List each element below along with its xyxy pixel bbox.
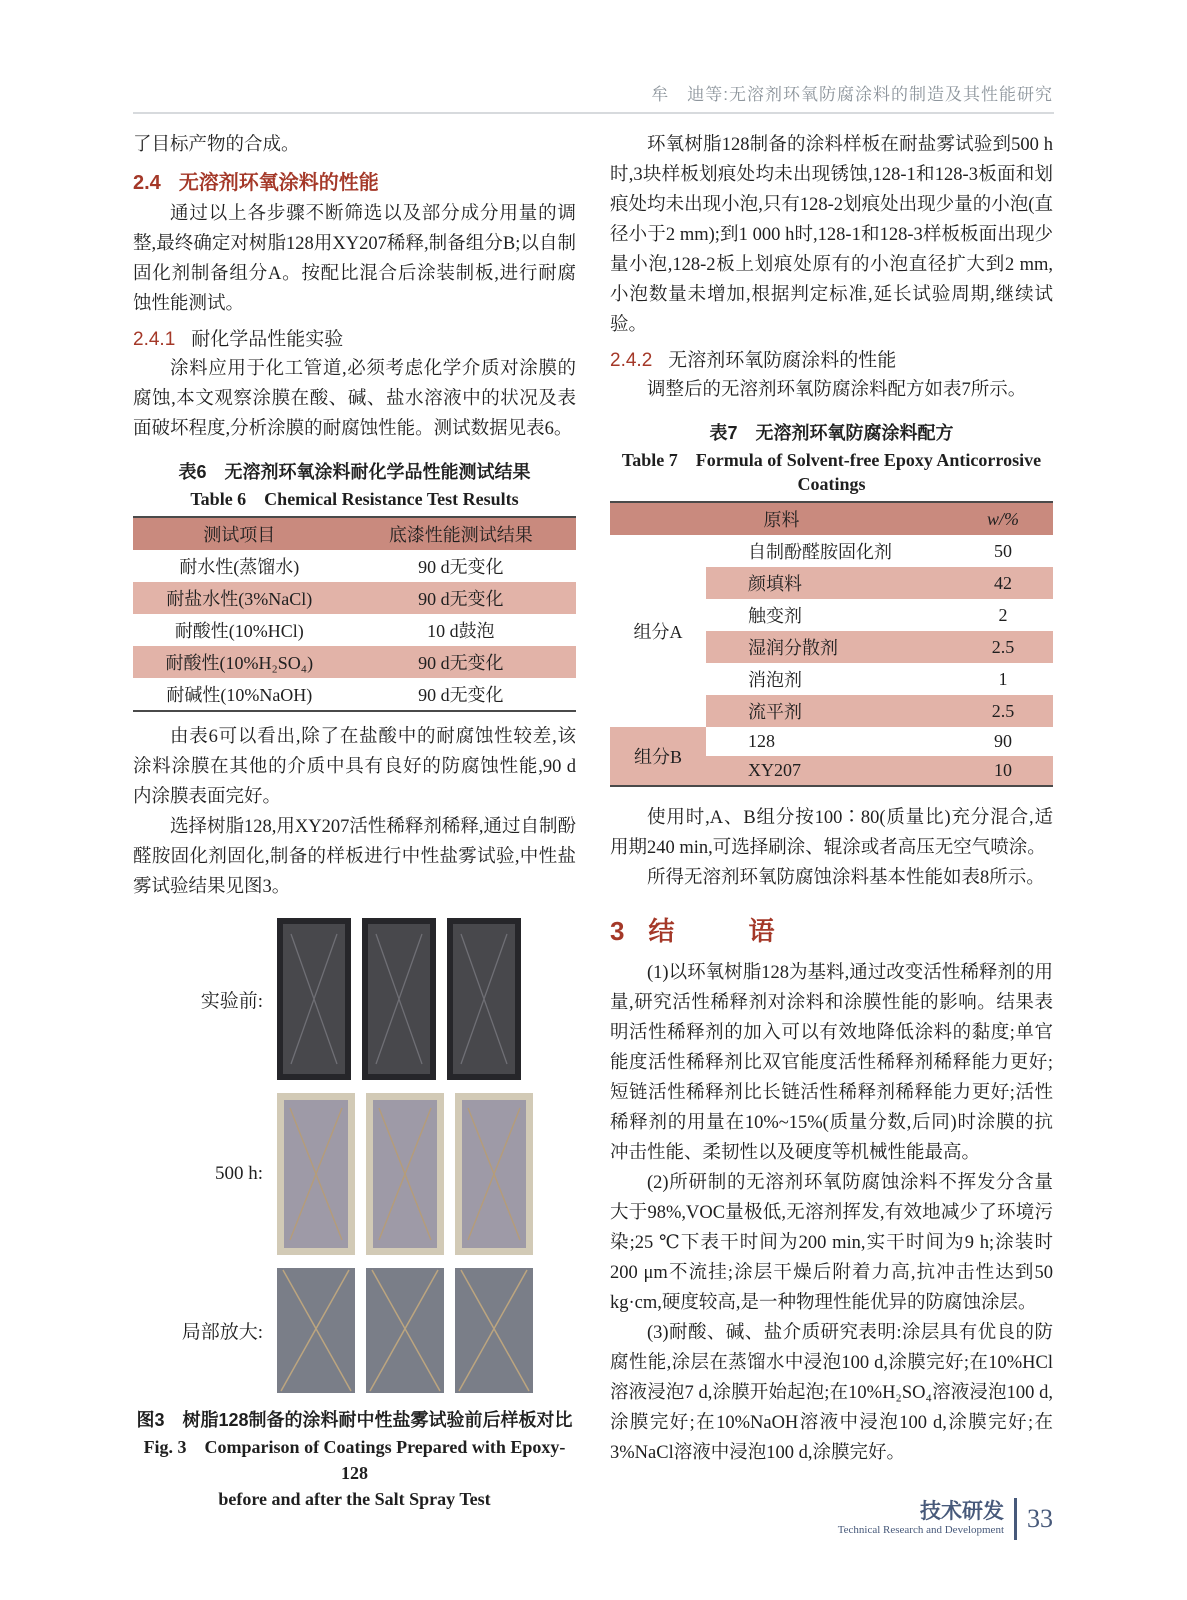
cell-material: 流平剂 <box>706 695 953 727</box>
cell-material: 自制酚醛胺固化剂 <box>748 542 892 562</box>
sample-panel-image <box>366 1268 444 1393</box>
table7-col-w: w/% <box>986 508 1019 529</box>
figure3-caption-en-line1: Fig. 3 Comparison of Coatings Prepared with Epoxy-128 <box>143 1437 566 1483</box>
sample-panel-image <box>455 1268 533 1393</box>
paragraph: (2)所研制的无溶剂环氧防腐蚀涂料不挥发分含量大于98%,VOC量极低,无溶剂挥发,有效地减少了环境污染;25 ℃下表干时间为200 min,实干时间为9 h;涂装时200 μm不流挂;涂层干燥后附着力高,抗冲击性达到50 kg·cm,硬度较高,是一种物理性能优异的防腐蚀涂层。 <box>610 1173 1053 1313</box>
cell-material: 颜填料 <box>706 567 953 599</box>
page-footer <box>838 1498 1053 1540</box>
table6-title-en: Table 6 Chemical Resistance Test Results <box>190 489 519 509</box>
footer-label-cn: 技术研发 <box>920 1500 1004 1523</box>
section-number: 2.4 <box>133 172 161 194</box>
paragraph: 通过以上各步骤不断筛选以及部分成分用量的调整,最终确定对树脂128用XY207稀释,制备组分B;以自制固化剂制备组分A。按配比混合后涂装制板,进行耐腐蚀性能测试。 <box>133 204 576 314</box>
paragraph: 所得无溶剂环氧防腐蚀涂料基本性能如表8所示。 <box>647 868 1045 888</box>
sample-panels-500h <box>277 1093 533 1255</box>
table-row <box>133 646 576 678</box>
section-title: 无溶剂环氧防腐涂料的性能 <box>668 350 897 371</box>
figure3-row-zoom <box>133 1268 576 1393</box>
table7 <box>610 501 1053 787</box>
cell-item: 耐盐水性(3%NaCl) <box>133 582 346 614</box>
sample-panel-image <box>447 918 521 1080</box>
table6-col-result: 底漆性能测试结果 <box>388 525 533 545</box>
table6 <box>133 516 576 712</box>
group-b-label: 组分B <box>610 727 706 786</box>
cell-w: 42 <box>953 567 1053 599</box>
figure3-caption-en-line2: before and after the Salt Spray Test <box>218 1489 491 1509</box>
paragraph: (3)耐酸、碱、盐介质研究表明:涂层具有优良的防腐性能,涂层在蒸馏水中浸泡100 d,涂膜完好;在10%HCl溶液浸泡7 d,涂膜开始起泡;在10%H₂SO₄溶液浸泡100 d,涂膜完好;在10%NaOH溶液中浸泡100 d,涂膜完好;在3%NaCl溶液中浸泡100 d,涂膜完好。 <box>610 1323 1053 1463</box>
table-row <box>133 550 576 582</box>
cell-w: 1 <box>998 668 1008 689</box>
figure3-row-before <box>133 918 576 1080</box>
sample-panels-before <box>277 918 521 1080</box>
figure3-label-500h: 500 h: <box>214 1163 263 1184</box>
cell-material: 触变剂 <box>748 606 802 626</box>
paragraph: 由表6可以看出,除了在盐酸中的耐腐蚀性较差,该涂料涂膜在其他的介质中具有良好的防腐蚀性能,90 d内涂膜表面完好。 <box>133 727 576 807</box>
cell-result: 10 d鼓泡 <box>427 621 495 641</box>
right-column <box>610 130 1053 1522</box>
cell-result: 90 d无变化 <box>418 685 504 705</box>
sample-panel-image <box>362 918 436 1080</box>
cell-material: XY207 <box>706 756 953 786</box>
table7-title-en <box>610 448 1053 496</box>
group-a-label: 组分A <box>633 622 683 642</box>
table-row <box>610 535 1053 567</box>
figure3 <box>133 918 576 1512</box>
sample-panel-image <box>277 1268 355 1393</box>
paragraph: 选择树脂128,用XY207活性稀释剂稀释,通过自制酚醛胺固化剂固化,制备的样板进行中性盐雾试验,中性盐雾试验结果见图3。 <box>133 817 576 897</box>
figure3-caption-en <box>133 1434 576 1512</box>
cell-item: 耐酸性(10%HCl) <box>174 621 304 641</box>
figure3-label-zoom: 局部放大: <box>181 1322 263 1343</box>
figure3-row-500h <box>133 1093 576 1255</box>
section-title: 无溶剂环氧涂料的性能 <box>178 172 379 194</box>
two-column-body <box>133 130 1054 1522</box>
section-title: 耐化学品性能实验 <box>191 329 344 350</box>
table6-header-row <box>133 517 576 550</box>
paragraph-continuation: 了目标产物的合成。 <box>133 135 300 155</box>
cell-w: 10 <box>953 756 1053 786</box>
cell-item: 耐水性(蒸馏水) <box>179 557 300 577</box>
left-column <box>133 130 576 1522</box>
section-heading-2-4 <box>133 166 576 195</box>
cell-w: 2.5 <box>953 631 1053 663</box>
header-divider <box>133 112 1054 114</box>
figure3-caption-cn: 图3 树脂128制备的涂料耐中性盐雾试验前后样板对比 <box>136 1410 573 1430</box>
cell-w: 2.5 <box>953 695 1053 727</box>
cell-material: 128 <box>748 731 775 751</box>
sample-panel-image <box>277 918 351 1080</box>
table7-header-row <box>610 502 1053 535</box>
section-heading-2-4-2 <box>610 345 1053 372</box>
section-heading-3 <box>610 911 1053 948</box>
table7-title-cn: 表7 无溶剂环氧防腐涂料配方 <box>709 423 954 443</box>
footer-label-en: Technical Research and Development <box>837 1524 1004 1536</box>
cell-result: 90 d无变化 <box>346 646 576 678</box>
table7-title-en-line1: Table 7 Formula of Solvent-free Epoxy Anticorrosive <box>621 450 1042 470</box>
sample-panel-image <box>277 1093 355 1255</box>
table-row <box>133 678 576 711</box>
running-head: 牟 迪等:无溶剂环氧防腐涂料的制造及其性能研究 <box>651 85 1053 104</box>
figure3-label-before: 实验前: <box>200 990 263 1012</box>
sample-panels-zoom <box>277 1268 533 1393</box>
cell-item: 耐碱性(10%NaOH) <box>166 685 313 705</box>
table6-col-item: 测试项目 <box>203 525 276 545</box>
sample-panel-image <box>455 1093 533 1255</box>
cell-item: 耐酸性(10%H₂SO₄) <box>133 646 346 678</box>
table-row <box>133 614 576 646</box>
paragraph: 涂料应用于化工管道,必须考虑化学介质对涂膜的腐蚀,本文观察涂膜在酸、碱、盐水溶液中的状况及表面破坏程度,分析涂膜的耐腐蚀性能。测试数据见表6。 <box>133 359 576 439</box>
table-row <box>133 582 576 614</box>
footer-divider-bar <box>1014 1498 1017 1540</box>
footer-section-label <box>838 1501 1014 1537</box>
paragraph: 调整后的无溶剂环氧防腐涂料配方如表7所示。 <box>647 380 1027 400</box>
paragraph: (1)以环氧树脂128为基料,通过改变活性稀释剂的用量,研究活性稀释剂对涂料和涂膜性能的影响。结果表明活性稀释剂的加入可以有效地降低涂料的黏度;单官能度活性稀释剂比双官能度活性稀释剂稀释能力更好;短链活性稀释剂比长链活性稀释剂稀释能力更好;活性稀释剂的用量在10%~15%(质量分数,后同)时涂膜的抗冲击性能、柔韧性以及硬度等机械性能最高。 <box>610 963 1053 1163</box>
page-number: 33 <box>1027 1504 1053 1533</box>
section-heading-2-4-1 <box>133 324 576 351</box>
section-title: 结 语 <box>648 916 799 946</box>
cell-w: 50 <box>994 540 1012 561</box>
table6-block <box>133 458 576 712</box>
section-number: 2.4.1 <box>133 329 176 350</box>
table7-block <box>610 419 1053 787</box>
cell-result: 90 d无变化 <box>346 582 576 614</box>
cell-result: 90 d无变化 <box>418 557 504 577</box>
cell-material: 消泡剂 <box>748 670 802 690</box>
paragraph: 环氧树脂128制备的涂料样板在耐盐雾试验到500 h时,3块样板划痕处均未出现锈蚀,128-1和128-3板面和划痕处均未出现小泡,只有128-2划痕处出现少量的小泡(直径小于2 mm);到1 000 h时,128-1和128-3样板板面出现少量小泡,128-2板上划痕处原有的小泡直径扩大到2 mm,小泡数量未增加,根据判定标准,延长试验周期,继续试验。 <box>610 135 1053 335</box>
cell-material: 湿润分散剂 <box>706 631 953 663</box>
sample-panel-image <box>366 1093 444 1255</box>
section-number: 2.4.2 <box>610 350 653 371</box>
table7-title-en-line2: Coatings <box>797 474 866 494</box>
table6-title-cn: 表6 无溶剂环氧涂料耐化学品性能测试结果 <box>178 462 531 482</box>
paragraph: 使用时,A、B组分按100∶80(质量比)充分混合,适用期240 min,可选择刷涂、辊涂或者高压无空气喷涂。 <box>610 808 1053 858</box>
table7-col-material: 原料 <box>763 510 800 530</box>
table-row <box>610 727 1053 756</box>
section-number: 3 <box>610 916 625 946</box>
cell-w: 2 <box>998 604 1008 625</box>
cell-w: 90 <box>994 731 1012 751</box>
